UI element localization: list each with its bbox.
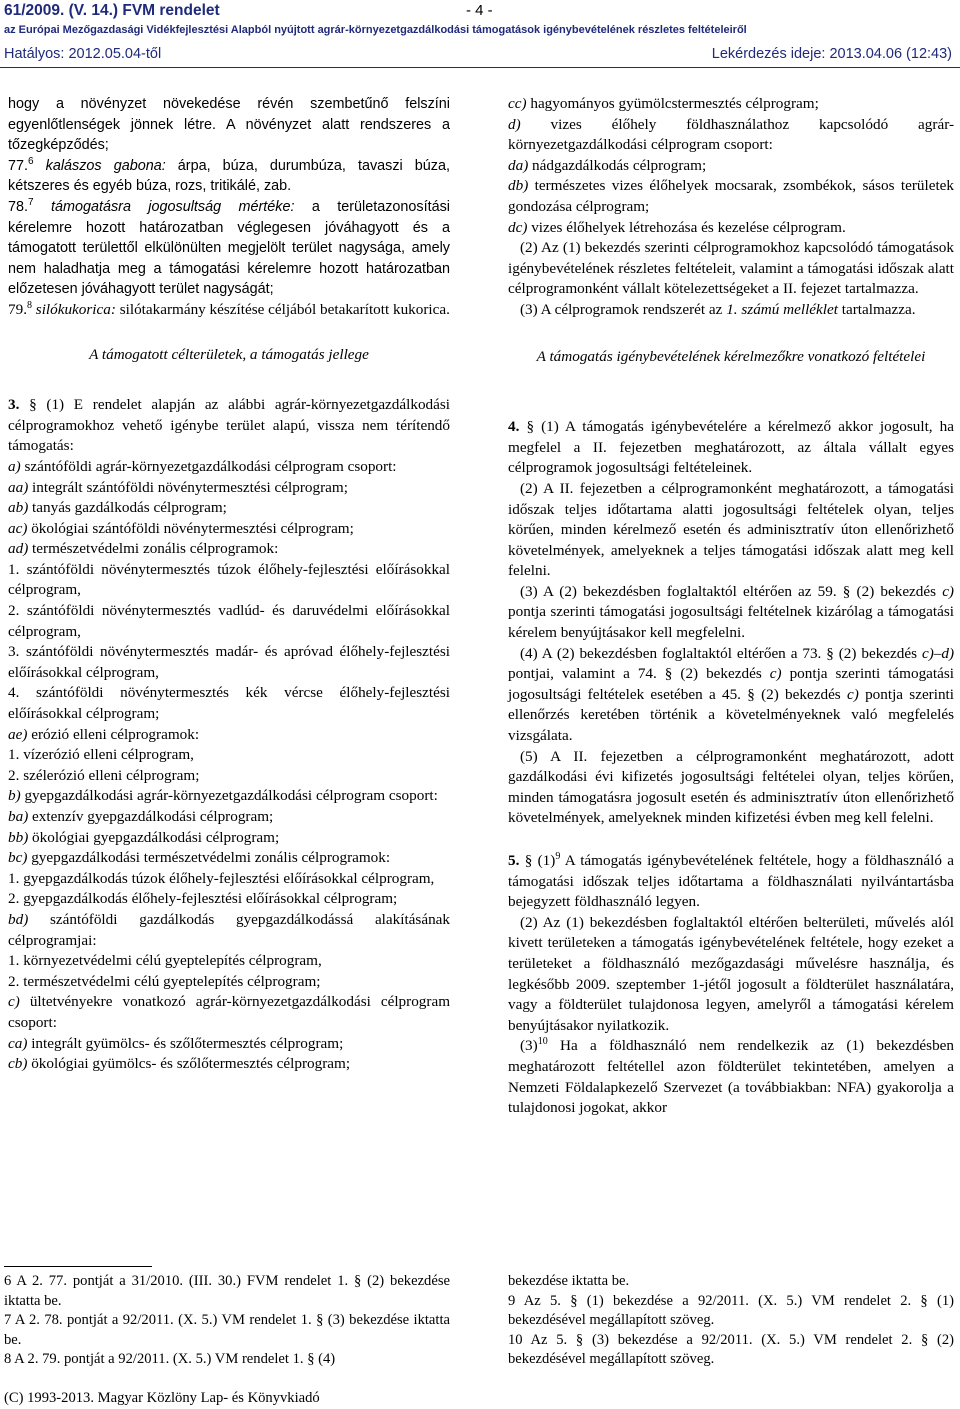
section-number: 3. xyxy=(8,396,20,414)
item-text: természetvédelmi zonális célprogramok: xyxy=(32,540,279,558)
regulation-title: 61/2009. (V. 14.) FVM rendelet xyxy=(4,2,220,19)
item-text: ökológiai szántóföldi növénytermesztési célprogram; xyxy=(31,519,354,537)
footnote: 6 A 2. 77. pontját a 31/2010. (III. 30.) FVM rendelet 1. § (2) bekezdése iktatta be. xyxy=(4,1273,450,1309)
paragraph-text: A támogatás igénybevételének feltétele, hogy a földhasználó a támogatási időszak teljes időtartama a földhasználati nyilvántartásba bejegyzett földhasználó legyen. xyxy=(508,852,954,911)
definition-text: a területazonosítási kérelemre hozott határozatban véglegesen jóváhagyott és a támogatott területtől elkülönülten megjelölt terület nagysága, amely nem haladhatja meg a támogatási kérelemre hozott határozatban előzetesen jóváhagyott terület nagyságát; xyxy=(8,198,451,298)
paragraph xyxy=(508,1036,954,1118)
document-title xyxy=(4,2,956,22)
footnote-continuation: bekezdése iktatta be. xyxy=(508,1273,630,1289)
item-mark: ba) xyxy=(8,808,29,825)
item-number: 77. xyxy=(8,157,29,174)
item-text: tanyás gazdálkodás célprogram; xyxy=(32,499,227,517)
list-item xyxy=(508,115,954,156)
item-text: ökológiai gyümölcs- és szőlőtermesztés célprogram; xyxy=(31,1055,351,1073)
item-mark: bb) xyxy=(8,828,29,846)
paragraph: (2) Az (1) bekezdésben foglaltaktól eltérően belterületi, művelés alól kivett területeken a támogatás igénybevételének feltétele, hogy ezeket a területeket a földhasználó mezőgazdasági művelésre használja, és legkésőbb 2009. szeptember 1-jétől jogosult a földterület használatára, vagy a földterület tulajdonosa legyen, amelyről a támogatási kérelem benyújtásakor nyilatkozik. xyxy=(508,913,954,1034)
paragraph: hogy a növényzet növekedése révén szembetűnő felszíni egyenlőtlenségek jönnek létre. A növényzet alatt rendszeres a tőzegképződés; xyxy=(8,96,450,154)
definition-text: árpa, búza, durumbúza, tavaszi búza, kétszeres és egyéb búza, rozs, tritikálé, zab. xyxy=(8,157,451,195)
item-number: 78. xyxy=(8,198,29,215)
document-subtitle: az Európai Mezőgazdasági Vidékfejlesztési Alapból nyújtott agrár-környezetgazdálkodási támogatások igénybevételének részletes feltételeiről xyxy=(4,24,747,36)
item-text: vizes élőhelyek létrehozása és kezelése célprogram. xyxy=(531,218,846,236)
text: (3) A célprogramok rendszerét az xyxy=(520,300,723,318)
list-item xyxy=(8,910,450,951)
list-item: 4. szántóföldi növénytermesztés kék vércse élőhely-fejlesztési előírásokkal célprogram; xyxy=(8,684,450,723)
defined-term: kalászos gabona: xyxy=(45,157,166,174)
footnote-ref: 10 xyxy=(537,1036,548,1048)
section-number: 4. xyxy=(508,418,520,436)
list-item: 2. természetvédelmi célú gyeptelepítés célprogram; xyxy=(8,972,321,990)
item-text: természetes vizes élőhelyek mocsarak, zsombékok, sásos területek gondozása célprogram; xyxy=(508,177,954,215)
list-item: 2. szélerózió elleni célprogram; xyxy=(8,766,200,784)
item-text: extenzív gyepgazdálkodási célprogram; xyxy=(32,808,274,825)
item-mark: d) xyxy=(508,115,521,133)
footnote: 9 Az 5. § (1) bekezdése a 92/2011. (X. 5.) VM rendelet 2. § (1) bekezdésével megállapított szöveg. xyxy=(508,1292,954,1328)
footnote-ref: 6 xyxy=(28,155,34,167)
defined-term: támogatásra jogosultság mértéke: xyxy=(50,198,295,215)
copyright: (C) 1993-2013. Magyar Közlöny Lap- és Könyvkiadó xyxy=(4,1390,320,1406)
list-item xyxy=(8,786,450,807)
section-heading: A támogatott célterületek, a támogatás jellege xyxy=(89,345,369,363)
item-mark: a) xyxy=(8,457,21,475)
list-item xyxy=(8,828,450,849)
footnotes-right xyxy=(508,1272,954,1370)
left-column xyxy=(8,94,450,1075)
annex-reference: 1. számú melléklet xyxy=(726,300,838,318)
list-item xyxy=(8,1054,450,1075)
text: pontja szerinti ellenőrzés keretében történik a követelményeknek való megfelelés vizsgálata. xyxy=(508,685,954,745)
list-item xyxy=(8,848,450,869)
item-text: vizes élőhely földhasználathoz kapcsolódó agrár-környezetgazdálkodási célprogram csoport: xyxy=(508,115,955,154)
footnote-rule xyxy=(4,1266,152,1267)
paragraph-3: 3. § (1) E rendelet alapján az alábbi agrár-környezetgazdálkodási célprogramokhoz vehető igénybe terület alapú, vissza nem térítendő támogatás: xyxy=(8,396,451,455)
list-item xyxy=(8,725,450,746)
footnote: 8 A 2. 79. pontját a 92/2011. (X. 5.) VM rendelet 1. § (4) xyxy=(4,1351,336,1367)
list-item xyxy=(8,539,450,560)
item-mark: c) xyxy=(8,993,20,1011)
footnote-ref: 7 xyxy=(28,197,34,209)
list-item xyxy=(508,156,954,177)
text: tartalmazza. xyxy=(841,300,916,318)
text: (4) A (2) bekezdésben foglaltaktól eltérően a 73. § (2) bekezdés xyxy=(520,644,918,662)
section-heading: A támogatás igénybevételének kérelmezőkre vonatkozó feltételei xyxy=(536,347,926,365)
item-text: hagyományos gyümölcstermesztés célprogram; xyxy=(530,95,819,112)
defined-term: silókukorica: xyxy=(35,300,116,318)
item-text: integrált gyümölcs- és szőlőtermesztés célprogram; xyxy=(31,1034,344,1052)
text: pontja szerinti támogatási jogosultsági feltételek esetében a 45. § (2) bekezdés xyxy=(508,665,955,703)
point-ref: c) xyxy=(846,685,859,703)
item-text: gyepgazdálkodási természetvédelmi zonális célprogramok: xyxy=(31,849,391,867)
footnote: 10 Az 5. § (3) bekezdése a 92/2011. (X. 5.) VM rendelet 2. § (2) bekezdésével megállapított szöveg. xyxy=(508,1331,954,1367)
list-item xyxy=(508,94,954,115)
paragraph-text: Ha a földhasználó nem rendelkezik az (1) bekezdésben meghatározott feltétellel azon földterület tekintetében, amelyen a Nemzeti Földalapkezelő Szervezet (a továbbiakban: NFA) gyakorolja a tulajdonosi jogokat, akkor xyxy=(508,1037,954,1117)
list-item xyxy=(8,498,450,519)
item-mark: da) xyxy=(508,156,529,174)
item-text: ökológiai gyepgazdálkodási célprogram; xyxy=(32,828,280,846)
list-item: 2. szántóföldi növénytermesztés vadlúd- és daruvédelmi előírásokkal célprogram, xyxy=(8,602,450,640)
effective-line xyxy=(4,46,956,62)
footnote-ref: 8 xyxy=(26,299,32,311)
item-text: integrált szántóföldi növénytermesztési célprogram; xyxy=(32,478,348,496)
list-item xyxy=(8,807,450,828)
header-rule xyxy=(0,67,960,68)
text: (1) xyxy=(537,852,556,869)
list-item: 1. környezetvédelmi célú gyeptelepítés célprogram, xyxy=(8,952,322,970)
list-item xyxy=(8,1034,450,1055)
item-text: szántóföldi agrár-környezetgazdálkodási célprogram csoport: xyxy=(24,457,397,475)
list-item xyxy=(8,457,450,478)
paragraph xyxy=(508,582,954,644)
text: pontjai, valamint a 74. § (2) bekezdés xyxy=(508,665,762,683)
item-number: 79. xyxy=(8,300,27,318)
paragraph-text: (1) A támogatás igénybevételére a kérelmező akkor jogosult, ha megfelel a II. fejezetben meghatározott, az általa vállalt egyes célprogramok jogosultsági feltételeinek. xyxy=(508,418,955,477)
list-item xyxy=(508,176,954,217)
list-item xyxy=(508,218,954,239)
list-item xyxy=(8,519,450,540)
paragraph-4: 4. § (1) A támogatás igénybevételére a kérelmező akkor jogosult, ha megfelel a II. fejezetben meghatározott, az általa vállalt egyes célprogramok jogosultsági feltételeinek. xyxy=(508,418,955,477)
definition-78 xyxy=(8,197,450,300)
query-date: Lekérdezés ideje: 2013.04.06 (12:43) xyxy=(711,46,952,62)
paragraph xyxy=(508,300,954,321)
item-mark: ca) xyxy=(8,1034,28,1052)
spacer xyxy=(508,829,954,851)
footnote: 7 A 2. 78. pontját a 92/2011. (X. 5.) VM rendelet 1. § (3) bekezdése iktatta be. xyxy=(4,1312,450,1348)
text: (3) xyxy=(520,1037,538,1055)
list-item: 2. gyepgazdálkodás élőhely-fejlesztési előírásokkal célprogram; xyxy=(8,890,398,908)
text: (3) A (2) bekezdésben foglaltaktól eltérően az 59. § (2) bekezdés xyxy=(520,582,937,600)
item-text: gyepgazdálkodási agrár-környezetgazdálkodási célprogram csoport: xyxy=(24,787,438,805)
paragraph-5: 5. § $(1)^9$ A támogatás igénybevételének feltétele, hogy a földhasználó a támogatási időszak teljes időtartama a földhasználati nyilvántartásba bejegyzett földhasználó legyen. xyxy=(508,850,954,911)
definition-77 xyxy=(8,156,450,197)
section-number: 5. xyxy=(508,852,520,869)
paragraph: (5) A II. fejezetben a célprogramonként meghatározott, adott gazdálkodási évi kifizetés jogosultsági feltételei olyan, teljes körűen, minden támogatásra jogosult esetén és adminisztratív úton ellenőrizhető követelmények, amelyeknek minden kifizetési évben meg kell felelni. xyxy=(508,747,954,827)
paragraph: (2) Az (1) bekezdés szerinti célprogramokhoz kapcsolódó támogatások igénybevételének részletes feltételeit, valamint a támogatási időszak alatt célprogramonként vállalt kötelezettségeket a II. fejezet tartalmazza. xyxy=(508,239,954,298)
definition-text: silótakarmány készítése céljából betakarított kukorica. xyxy=(119,300,450,318)
list-item xyxy=(8,478,450,499)
item-mark: cc) xyxy=(508,95,527,112)
item-mark: cb) xyxy=(8,1055,28,1073)
item-mark: bd) xyxy=(8,910,29,928)
paragraph-text: (1) E rendelet alapján az alábbi agrár-környezetgazdálkodási célprogramokhoz vehető igénybe terület alapú, vissza nem térítendő támogatás: xyxy=(8,396,451,455)
page-number: - 4 - xyxy=(466,2,493,19)
text: pontja szerinti támogatási jogosultsági feltételnek kizárólag a támogatási kérelem benyújtásakor kell megfelelni. xyxy=(508,603,954,642)
item-mark: b) xyxy=(8,787,21,805)
list-item: 3. szántóföldi növénytermesztés madár- és apróvad élőhely-fejlesztési előírásokkal célprogram, xyxy=(8,643,450,681)
paragraph xyxy=(508,644,954,747)
item-text: ültetvényekre vonatkozó agrár-környezetgazdálkodási célprogram csoport: xyxy=(8,993,451,1031)
item-mark: ab) xyxy=(8,499,29,517)
item-text: nádgazdálkodás célprogram; xyxy=(532,156,707,174)
footnotes-left xyxy=(4,1272,450,1370)
point-ref: c)–d) xyxy=(921,644,954,662)
effective-date: Hatályos: 2012.05.04-től xyxy=(4,46,162,62)
list-item: 1. vízerózió elleni célprogram, xyxy=(8,746,194,764)
item-text: szántóföldi gazdálkodás gyepgazdálkodássá alakításának célprogramjai: xyxy=(8,910,451,949)
item-mark: aa) xyxy=(8,478,29,496)
definition-79 xyxy=(8,300,450,321)
item-mark: dc) xyxy=(508,218,528,236)
item-mark: bc) xyxy=(8,849,28,867)
footnote-ref: 9 xyxy=(555,850,561,862)
item-mark: db) xyxy=(508,177,529,195)
item-mark: ac) xyxy=(8,519,28,537)
list-item: 1. szántóföldi növénytermesztés túzok élőhely-fejlesztési előírásokkal célprogram, xyxy=(8,560,450,599)
list-item xyxy=(8,992,450,1033)
point-ref: c) xyxy=(942,582,954,600)
point-ref: c) xyxy=(769,665,782,683)
item-mark: ad) xyxy=(8,540,29,558)
list-item: 1. gyepgazdálkodás túzok élőhely-fejlesztési előírásokkal célprogram, xyxy=(8,869,435,887)
item-mark: ae) xyxy=(8,725,28,743)
item-text: erózió elleni célprogramok: xyxy=(31,725,200,743)
paragraph: (2) A II. fejezetben a célprogramonként meghatározott, a támogatási időszak teljes időtartama alatti jogosultsági feltételek olyan, teljes körűen, minden kérelmező esetén és adminisztratív úton ellenőrizhető követelmények, amelyeknek a teljes támogatási időszak alatt meg kell felelni. xyxy=(508,479,954,580)
right-column xyxy=(508,94,954,1119)
